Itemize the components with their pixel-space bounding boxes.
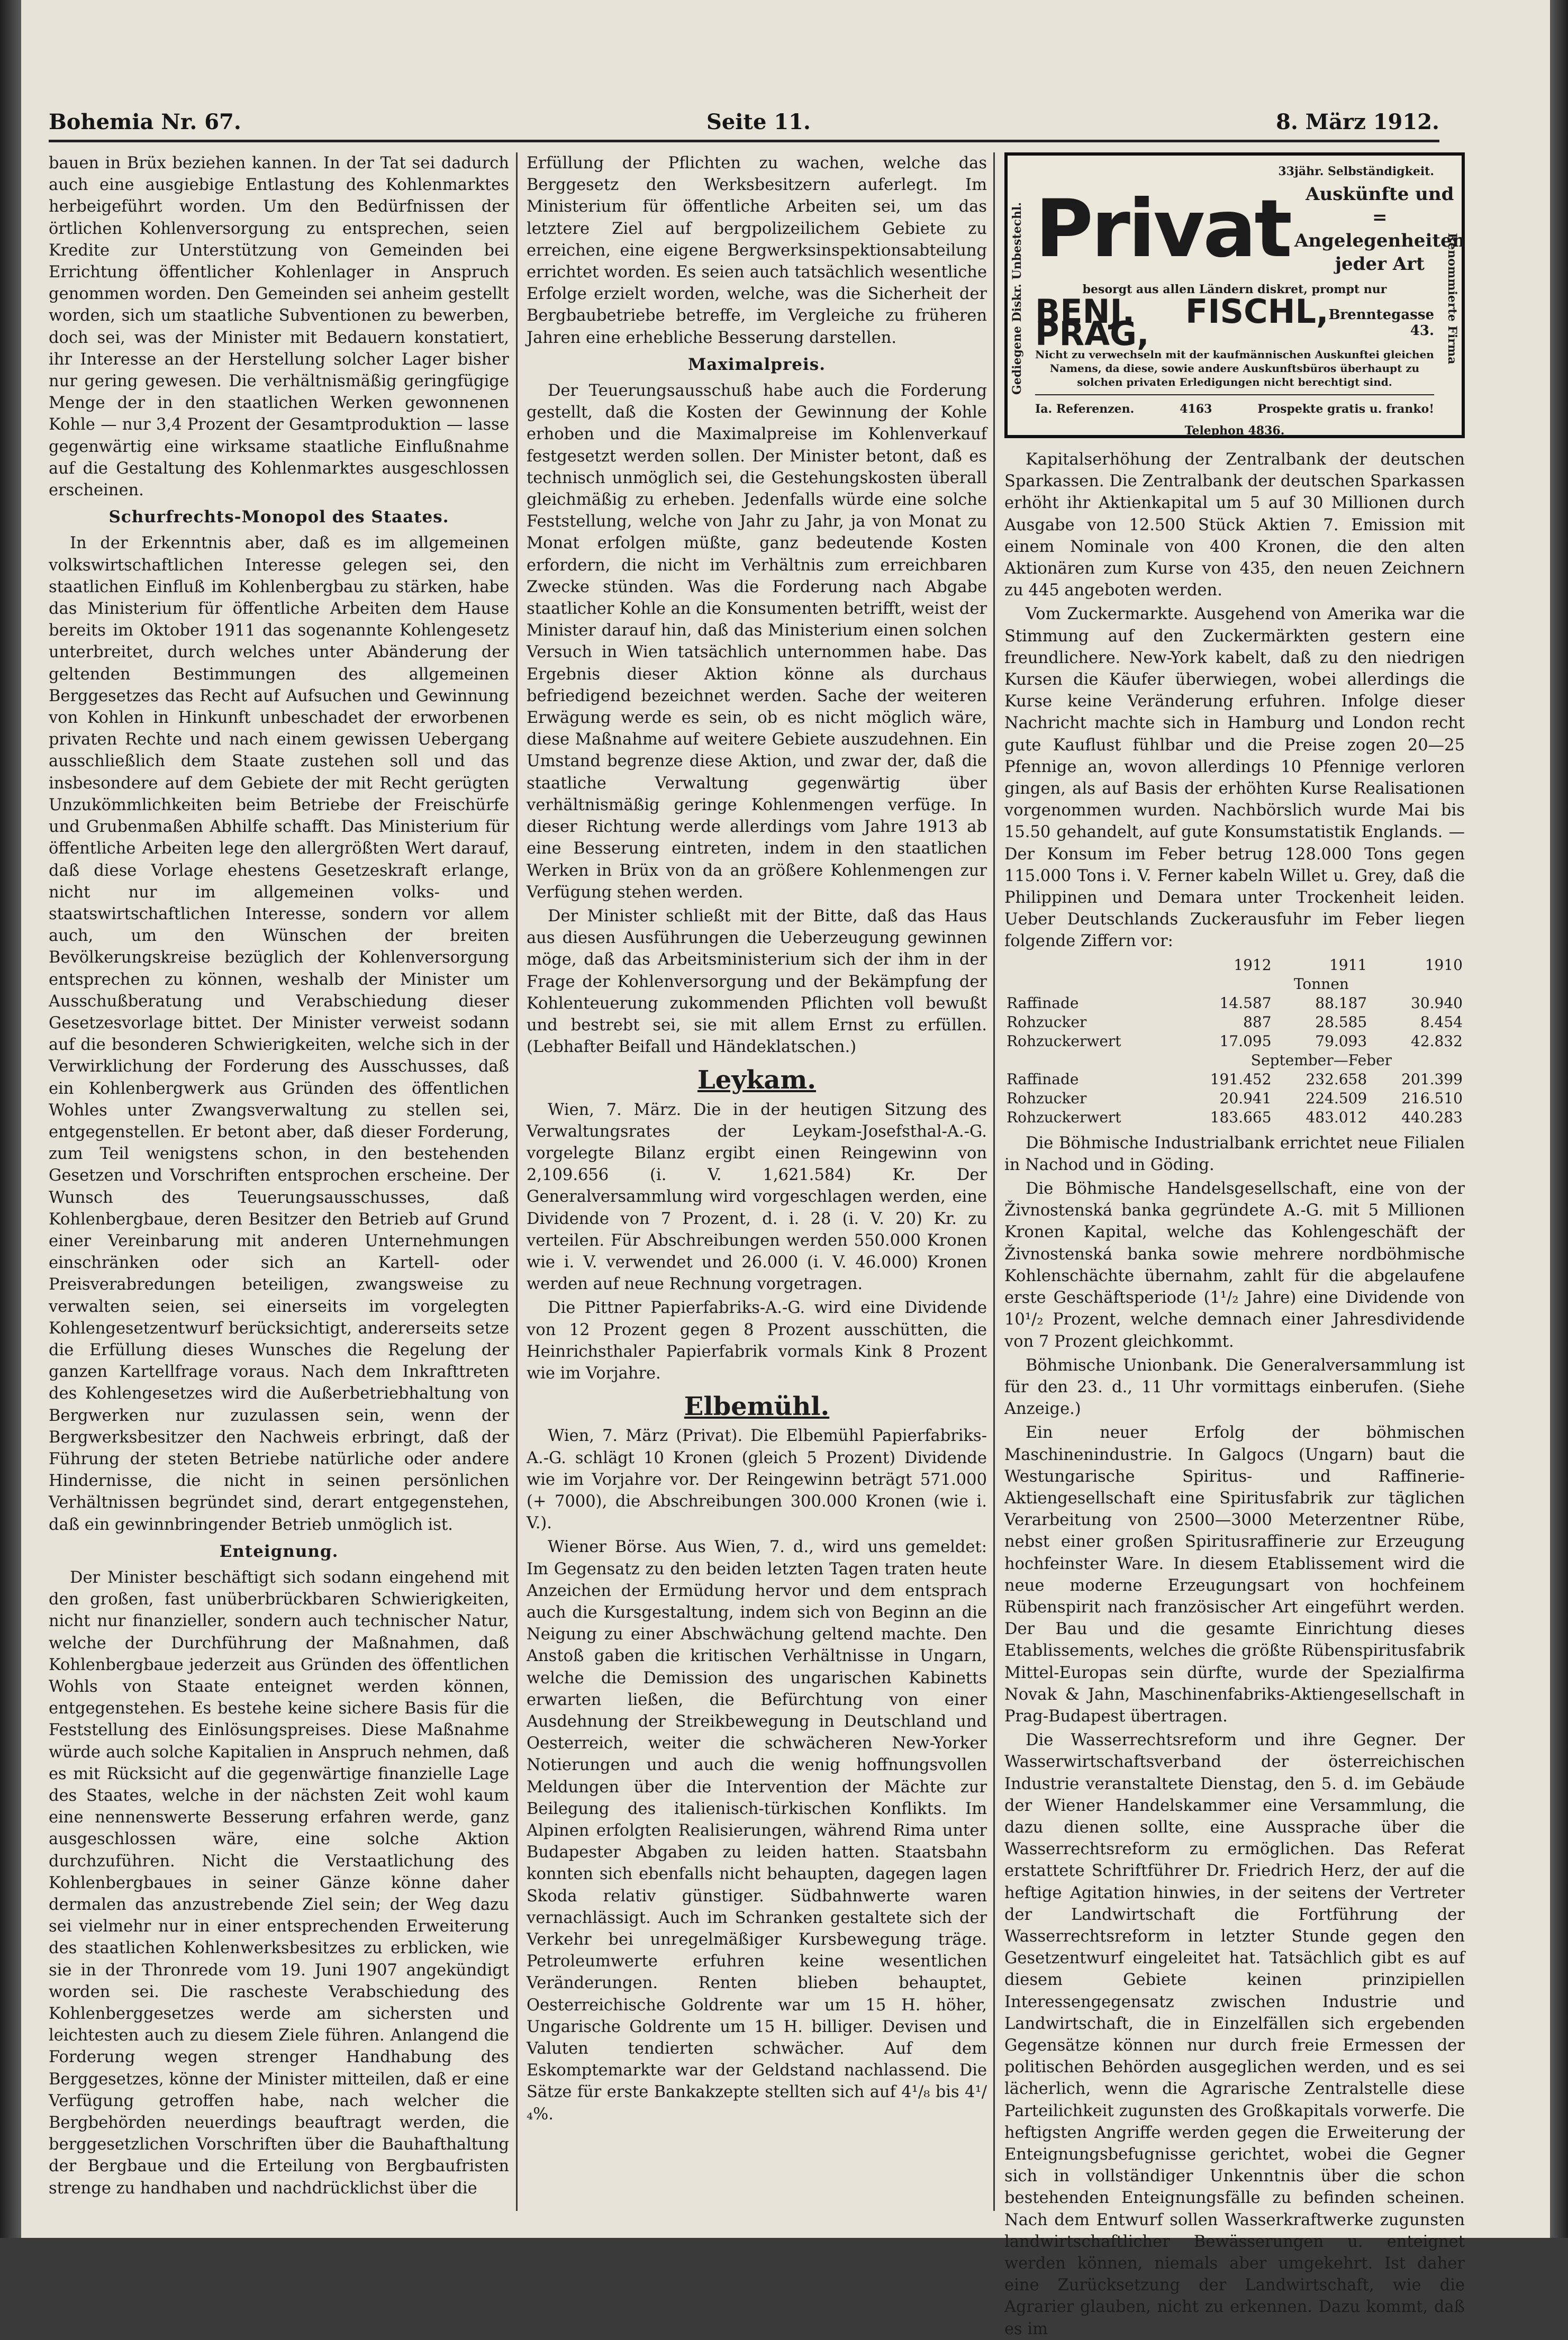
table-cell: 483.012 — [1306, 1108, 1367, 1126]
table-unit: Tonnen — [1293, 975, 1349, 993]
table-row-label: Rohzucker — [1007, 1089, 1087, 1107]
scan-edge-right — [1550, 0, 1568, 2238]
table-cell: 191.452 — [1210, 1070, 1272, 1088]
table-year: 1911 — [1329, 956, 1367, 974]
paragraph: Die Böhmische Industrialbank errichtet neue Filialen in Nachod und in Göding. — [1004, 1133, 1465, 1174]
ad-disclaimer: Nicht zu verwechseln mit der kaufmännischen Auskunftei gleichen Namens, da diese, sowie andere Auskunftsbüros überhaupt zu solchen privaten Erledigungen nicht berechtigt sind. — [1035, 348, 1434, 388]
ad-street: Brenntegasse 43. — [1328, 306, 1434, 339]
ad-services — [1294, 183, 1465, 276]
paragraph: In der Erkenntnis aber, daß es im allgemeinen volkswirtschaftlichen Interesse gelegen sei, den staatlichen Einfluß im Kohlenbergbau zu stärken, habe das Ministerium für öffentliche Arbeiten dem Hause bereits im Oktober 1911 das sogenannte Kohlengesetz unterbreitet, durch welches unter Abänderung der geltenden Bestimmungen des allgemeinen Berggesetzes das Recht auf Aufsuchen und Gewinnung von Kohlen in Hinkunft unbeschadet der erworbenen privaten Rechte und nach einem gewissen Uebergang ausschließlich dem Staate zustehen soll und das insbesondere auf dem Gebiete der mit Recht gerügten Unzukömmlichkeiten beim Betriebe der Freischürfe und Grubenmaßen Abhilfe schafft. Das Ministerium für öffentliche Arbeiten lege den allergrößten Wert darauf, daß diese Vorlage ehestens Gesetzeskraft erlange, nicht nur im allgemeinen volks- und staatswirtschaftlichen Interesse, sondern vor allem auch, um den Wünschen der breiten Bevölkerungskreise bezüglich der Kohlenversorgung entsprechen zu können, weshalb der Minister um Ausschußberatung und Verabschiedung dieser Gesetzesvorlage bittet. Der Minister verweist sodann auf die besonderen Schwierigkeiten, welche sich in der Verwirklichung der Forderung des Ausschusses, daß ein Kohlenbergwerk aus Gründen des öffentlichen Wohles unter Zwangsverwaltung zu stellen sei, entgegenstellen. Er betont aber, daß dieser Forderung, zum Teil wenigstens schon, in den bestehenden Gesetzen und Vorschriften entsprochen erscheine. Der Wunsch des Teuerungsausschusses, daß Kohlenbergbaue, deren Besitzer den Betrieb auf Grund einer Vereinbarung mit anderen Unternehmungen einschränken oder sich an Kartell- oder Preisverabredungen beteiligen, zwangsweise zu verwalten seien, sei einerseits im vorgelegten Kohlengesetzentwurf berücksichtigt, andererseits setze die Erfüllung dieses Wunsches die Regelung der ganzen Kartellfrage voraus. Nach dem Inkrafttreten des Kohlengesetzes wird die Außerbetriebhaltung von Bergwerken nur zuzulassen sein, wenn der Bergwerksbesitzer den Nachweis erbringt, daß der Führung der steten Betriebe natürliche oder andere Hindernisse, die nicht in seinen persönlichen Verhältnissen begründet sind, derart entgegenstehen, daß ein gewinnbringender Betrieb unmöglich ist. — [49, 534, 509, 1534]
table-row-label: Rohzuckerwert — [1007, 1032, 1121, 1050]
table-row — [1004, 1108, 1465, 1127]
ad-references: Ia. Referenzen. — [1035, 402, 1135, 416]
table-row — [1004, 1070, 1465, 1089]
column-2 — [527, 152, 987, 2216]
paragraph: Wiener Börse. Aus Wien, 7. d., wird uns gemeldet: Im Gegensatz zu den beiden letzten Tagen traten heute Anzeichen der Ermüdung hervor und dem entsprach auch die Kursgestaltung, indem sich von Beginn an die Neigung zu einer Abschwächung geltend machte. Den Anstoß gaben die kritischen Verhältnisse in Ungarn, welche die Demission des ungarischen Kabinetts erwarten ließen, die Befürchtung von einer Ausdehnung der Streikbewegung in Deutschland und Oesterreich, weiter die schwächeren New-Yorker Notierungen und auch die wenig hoffnungsvollen Meldungen über die Intervention der Mächte zur Beilegung des italienisch-türkischen Konflikts. Im Alpinen erfolgten Realisierungen, während Rima unter Budapester Abgaben zu leiden hatten. Staatsbahn konnten sich ebenfalls nicht behaupten, dagegen lagen Skoda relativ günstiger. Südbahnwerte waren vernachlässigt. Auch im Schranken gestaltete sich der Verkehr bei unregelmäßiger Kursbewegung träge. Petroleumwerte erfuhren keine wesentlichen Veränderungen. Renten blieben behauptet, Oesterreichische Goldrente war um 15 H. höher, Ungarische Goldrente um 15 H. billiger. Devisen und Valuten tendierten schwächer. Auf dem Eskomptemarkte war der Geldstand nachlassend. Die Sätze für erste Bankakzepte stellten sich auf 4¹/₈ bis 4¹/₄%. — [527, 1538, 987, 2124]
ad-tagline: besorgt aus allen Ländern diskret, prompt nur — [1082, 283, 1387, 297]
paragraph: Der Minister beschäftigt sich sodann eingehend mit den großen, fast unüberbrückbaren Schwierigkeiten, nicht nur finanzieller, sondern auch technischer Natur, welche der Durchführung der Maßnahmen, daß Kohlenbergbaue jederzeit aus Gründen des öffentlichen Wohls von Staate enteignet werden können, entgegenstehen. Es bestehe keine sichere Basis für die Feststellung des Einlösungspreises. Diese Maßnahme würde auch solche Kapitalien in Anspruch nehmen, daß es mit Rücksicht auf die gegenwärtige finanzielle Lage des Staates, welche in der nächsten Zeit wohl kaum eine nennenswerte Besserung erfahren werde, ganz ausgeschlossen wäre, eine solche Aktion durchzuführen. Nicht die Verstaatlichung des Kohlenbergbaues in seiner Gänze könne daher dermalen das anzustrebende Ziel sein; der Weg dazu sei vielmehr nur in einer entsprechenden Erweiterung des staatlichen Kohlenwerksbesitzes zu erblicken, wie sie in der Thronrede vom 19. Juni 1907 angekündigt worden sei. Die rascheste Verabschiedung des Kohlenberggesetzes werde am sichersten und leichtesten auch zu diesem Ziele führen. Anlangend die Forderung wegen strenger Handhabung des Berggesetzes, könne der Minister mitteilen, daß er eine Verfügung getroffen habe, nach welcher die Bergbehörden neuerdings beauftragt werden, die berggesetzlichen Vorschriften über die Bauhafthaltung der Bergbaue und die Erteilung von Bergbaufristen strenge zu handhaben und nachdrücklichst über die — [49, 1568, 509, 2198]
paragraph: Der Teuerungsausschuß habe auch die Forderung gestellt, daß die Kosten der Gewinnung der Kohle erhoben und die Maximalpreise im Kohlenverkauf festgesetzt werden sollen. Der Minister betont, daß es technisch unmöglich sei, die Gestehungskosten überall gleichmäßig zu erheben. Jedenfalls würde eine solche Feststellung, welche von Jahr zu Jahr, ja von Monat zu Monat erfolgen müßte, ganz bedeutende Kosten erfordern, die nicht im Verhältnis zum erreichbaren Zwecke stünden. Was die Forderung nach Abgabe staatlicher Kohle an die Konsumenten betrifft, weist der Minister darauf hin, daß das Ministerium einen solchen Versuch in Wien tatsächlich unternommen habe. Das Ergebnis dieser Aktion könne als durchaus befriedigend bezeichnet werden. Sache der weiteren Erwägung werde es sein, ob es nicht möglich wäre, diese Maßnahme auf weitere Gebiete auszudehnen. Ein Umstand begrenze diese Aktion, und zwar der, daß die staatliche Verwaltung gegenwärtig über verhältnismäßig geringe Kohlenmengen verfüge. In dieser Richtung werde allerdings vom Jahre 1913 ab eine Besserung eintreten, indem in den staatlichen Werken in Brüx von da an größere Kohlenmengen zur Verfügung stehen werden. — [527, 382, 987, 902]
table-cell: 201.399 — [1401, 1070, 1463, 1088]
table-year: 1910 — [1425, 956, 1463, 974]
ad-top-line: 33jähr. Selbständigkeit. — [1278, 165, 1434, 178]
ad-service-line: jeder Art — [1335, 253, 1425, 275]
scan-edge-left — [0, 0, 21, 2238]
paragraph: Wien, 7. März. Die in der heutigen Sitzung des Verwaltungsrates der Leykam-Josefsthal-A.-G. vorgelegte Bilanz ergibt einen Reingewinn von 2,109.656 (i. V. 1,621.584) Kr. Der Generalversammlung wird vorgeschlagen werden, eine Dividende von 7 Prozent, d. i. 28 (i. V. 20) Kr. zu verteilen. Für Abschreibungen werden 550.000 Kronen wie i. V. verwendet und 26.000 (i. V. 46.000) Kronen werden auf neue Rechnung vorgetragen. — [527, 1100, 987, 1294]
table-row — [1004, 1013, 1465, 1032]
paragraph: Böhmische Unionbank. Die Generalversammlung ist für den 23. d., 11 Uhr vormittags einberufen. (Siehe Anzeige.) — [1004, 1356, 1465, 1419]
article-heading: Elbemühl. — [684, 1392, 830, 1422]
table-row-label: Raffinade — [1007, 994, 1079, 1012]
header-page-number: Seite 11. — [706, 109, 811, 134]
table-row — [1004, 994, 1465, 1013]
paragraph: Die Wasserrechtsreform und ihre Gegner. Der Wasserwirtschaftsverband der österreichischen Industrie veranstaltete Dienstag, den 5. d. im Gebäude der Wiener Handelskammer eine Versammlung, die dazu dienen sollte, eine Aussprache über die Wasserrechtsreform zu ermöglichen. Das Referat erstattete Schriftführer Dr. Friedrich Herz, der auf die heftige Agitation hinwies, in der seitens der Vertreter der Landwirtschaft die Fortführung der Wasserrechtsreform in letzter Stunde gegen den Gesetzentwurf eingeleitet hat. Tatsächlich gibt es auf diesem Gebiete keinen prinzipiellen Interessengegensatz zwischen Industrie und Landwirtschaft, die in Einzelfällen sich ergebenden Gegensätze können nur durch freie Ermessen der politischen Behörden ausgeglichen werden, und es sei lächerlich, wenn die Agrarische Zentralstelle diese Parteilichkeit zugunsten des Großkapitals vorwerfe. Die heftigsten Angriffe werden gegen die Erweiterung der Enteignungsbefugnisse gerichtet, wobei die Gegner sich in vollständiger Unkenntnis über die schon bestehenden Enteignungsfälle zu befinden scheinen. Nach dem Entwurf sollen Wasserkraftwerke zugunsten landwirtschaftlicher Bewässerungen u. enteignet werden können, niemals aber umgekehrt. Ist daher eine Zurücksetzung der Landwirtschaft, wie die Agrarier glauben, nicht zu erkennen. Dazu kommt, daß es im — [1004, 1731, 1465, 2338]
paragraph: Wien, 7. März (Privat). Die Elbemühl Papierfabriks-A.-G. schlägt 10 Kronen (gleich 5 Prozent) Dividende wie im Vorjahre vor. Der Reingewinn beträgt 571.000 (+ 7000), die Abschreibungen 300.000 Kronen (wie i. V.). — [527, 1427, 987, 1533]
table-cell: 14.587 — [1219, 994, 1272, 1012]
header-rule — [49, 140, 1439, 142]
table-cell: 42.832 — [1411, 1032, 1463, 1050]
header-date: 8. März 1912. — [1276, 109, 1439, 134]
table-cell: 88.187 — [1315, 994, 1367, 1012]
section-heading: Schurfrechts-Monopol des Staates. — [108, 507, 449, 527]
section-heading: Enteignung. — [219, 1541, 339, 1561]
header-issue: Bohemia Nr. 67. — [49, 109, 241, 134]
advertisement-privat — [1004, 152, 1465, 438]
table-cell: 8.454 — [1420, 1013, 1463, 1031]
paragraph: Kapitalserhöhung der Zentralbank der deutschen Sparkassen. Die Zentralbank der deutschen Sparkassen erhöht ihr Aktienkapital um 5 auf 30 Millionen durch Ausgabe von 12.500 Stück Aktien 7. Emission mit einem Nominale von 400 Kronen, die den alten Aktionären zum Kurse von 435, den neuen Zeichnern zu 445 angeboten werden. — [1004, 450, 1465, 600]
ad-prospects: Prospekte gratis u. franko! — [1257, 402, 1434, 416]
ad-service-line: Auskünfte und — [1306, 184, 1454, 205]
paragraph: Erfüllung der Pflichten zu wachen, welche das Berggesetz den Werksbesitzern auferlegt. Im Ministerium für öffentliche Arbeiten sei, um das letztere Ziel auf bergpolizeilichem Gebiete zu erreichen, eine eigene Bergwerksinspektionsabteilung errichtet worden. Es seien auch tatsächlich wesentliche Erfolge erzielt worden, welche, was die Sicherheit der Bergbaubetriebe betreffe, im Vergleiche zu früheren Jahren eine erhebliche Besserung darstellen. — [527, 154, 987, 347]
table-cell: 30.940 — [1411, 994, 1463, 1012]
column-divider — [516, 152, 518, 2211]
table-cell: 17.095 — [1219, 1032, 1272, 1050]
ad-firm-row — [1035, 292, 1434, 353]
table-cell: 440.283 — [1401, 1108, 1463, 1126]
ad-service-line: = Angelegenheiten — [1294, 207, 1465, 252]
table-row-label: Rohzuckerwert — [1007, 1108, 1121, 1126]
table-row-label: Raffinade — [1007, 1070, 1079, 1088]
table-year: 1912 — [1234, 956, 1272, 974]
page-header — [49, 106, 1439, 138]
table-cell: 224.509 — [1306, 1089, 1367, 1107]
table-cell: 79.093 — [1315, 1032, 1367, 1050]
ad-phone: Telephon 4836. — [1184, 424, 1285, 438]
ad-headline: Privat — [1035, 183, 1291, 276]
column-3 — [1004, 152, 1465, 2338]
table-cell: 887 — [1243, 1013, 1272, 1031]
paragraph: bauen in Brüx beziehen kannen. In der Tat sei dadurch auch eine ausgiebige Entlastung des Kohlenmarktes herbeigeführt worden. Um den Bedürfnissen der örtlichen Kohlenversorgung zu entsprechen, seien Kredite zur Unterstützung von Gemeinden bei Errichtung öffentlicher Kohlenlager in Anspruch genommen worden. Den Gemeinden sei anheim gestellt worden, sich um staatliche Subventionen zu bewerben, doch sei, was der Minister mit Bedauern konstatiert, ihr Interesse an der Herstellung solcher Lager bisher nur gering gewesen. Die verhältnismäßig geringfügige Menge der in den staatlichen Werken gewonnenen Kohle — nur 3,4 Prozent der Gesamtproduktion — lasse gegenwärtig eine wirksame staatliche Einflußnahme auf die Gestaltung des Kohlenmarktes ausgeschlossen erscheinen. — [49, 154, 509, 500]
table-row-label: Rohzucker — [1007, 1013, 1087, 1031]
table-row — [1004, 1089, 1465, 1108]
ad-bottom-row — [1035, 394, 1434, 420]
table-unit-row — [1004, 975, 1465, 994]
ad-code: 4163 — [1180, 402, 1212, 416]
column-1 — [49, 152, 509, 2216]
ad-side-text-right: Renommierte Firma — [1445, 232, 1459, 365]
table-period: September—Feber — [1250, 1051, 1392, 1069]
table-cell: 216.510 — [1401, 1089, 1463, 1107]
paragraph: Ein neuer Erfolg der böhmischen Maschinenindustrie. In Galgocs (Ungarn) baut die Westungarische Spiritus- und Raffinerie-Aktiengesellschaft eine Spiritusfabrik zur täglichen Verarbeitung von 2500—3000 Meterzentner Rübe, nebst einer großen Spiritusraffinerie zur Erzeugung hochfeinster Ware. In diesem Etablissement wird die neue moderne Erzeugungsart von hochfeinem Rübenspirit nach französischer Art eingeführt werden. Der Bau und die gesamte Einrichtung dieses Etablissements, welches die größte Rübenspiritusfabrik Mittel-Europas sein dürfte, wurde der Spezialfirma Novak & Jahn, Maschinenfabriks-Aktiengesellschaft in Prag-Budapest übertragen. — [1004, 1423, 1465, 1726]
table-row — [1004, 1032, 1465, 1051]
table-cell: 183.665 — [1210, 1108, 1272, 1126]
table-header-row — [1004, 956, 1465, 975]
article-heading: Leykam. — [697, 1065, 817, 1095]
sugar-export-table — [1004, 956, 1465, 1127]
paragraph: Der Minister schließt mit der Bitte, daß das Haus aus diesen Ausführungen die Ueberzeugung gewinnen möge, daß das Arbeitsministerium sich der ihm in der Frage der Kohlenversorgung und der Bekämpfung der Kohlenteuerung zukommenden Pflichten voll bewußt und bestrebt sei, sie mit allem Ernst zu erfüllen. (Lebhafter Beifall und Händeklatschen.) — [527, 906, 987, 1057]
paragraph: Vom Zuckermarkte. Ausgehend von Amerika war die Stimmung auf den Zuckermärkten gestern eine freundlichere. New-York kabelt, daß zu den niedrigen Kursen die Käufer überwiegen, wobei allerdings die Kurse keine Veränderung erfuhren. Infolge dieser Nachricht machte sich in Hamburg und London recht gute Kauflust fühlbar und die Preise zogen 20—25 Pfennige an, wovon allerdings 10 Pfennige verloren gingen, als auf Basis der erhöhten Kurse Realisationen vorgenommen wurden. Nachbörslich wurde Mai bis 15.50 gehandelt, auf gute Konsumstatistik Englands. — Der Konsum im Feber betrug 128.000 Tons gegen 115.000 Tons i. V. Ferner kabeln Willet u. Grey, daß die Philippinen und Demara unter Trockenheit leiden. Ueber Deutschlands Zuckerausfuhr im Feber liegen folgende Ziffern vor: — [1004, 605, 1465, 951]
ad-headline-row — [1035, 183, 1465, 276]
ad-side-text-left: Gediegene Diskr. Unbestechl. — [1010, 202, 1024, 395]
table-cell: 232.658 — [1306, 1070, 1367, 1088]
table-cell: 28.585 — [1315, 1013, 1367, 1031]
section-heading: Maximalpreis. — [687, 355, 826, 374]
paragraph: Die Böhmische Handelsgesellschaft, eine von der Živnostenská banka gegründete A.-G. mit 5 Millionen Kronen Kapital, welche das Kohlengeschäft der Živnostenská banka sowie mehrere nordböhmische Kohlenschächte übernahm, zahlt für die abgelaufene erste Geschäftsperiode (1¹/₂ Jahre) eine Dividende von 10¹/₂ Prozent, welche demnach einer Jahresdividende von 7 Prozent gleichkommt. — [1004, 1180, 1465, 1351]
column-divider — [993, 152, 995, 2211]
table-cell: 20.941 — [1219, 1089, 1272, 1107]
paragraph: Die Pittner Papierfabriks-A.-G. wird eine Dividende von 12 Prozent gegen 8 Prozent ausschütten, die Heinrichsthaler Papierfabrik vormals Kink 8 Prozent wie im Vorjahre. — [527, 1299, 987, 1383]
table-period-row — [1004, 1051, 1465, 1070]
ad-firm-name: BENJ. FISCHL, PRAG, — [1035, 292, 1329, 353]
